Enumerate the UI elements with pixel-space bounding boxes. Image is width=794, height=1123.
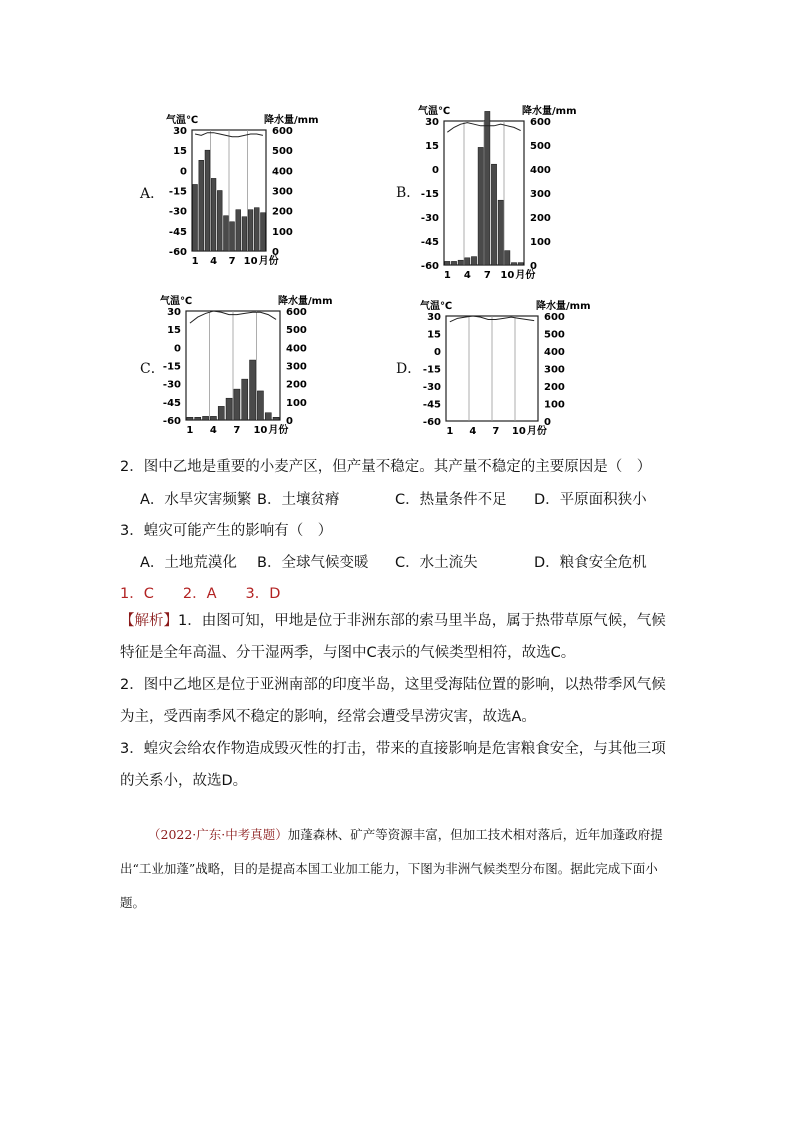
precip-bar: [451, 261, 456, 265]
precip-bar: [445, 261, 450, 265]
precip-bar: [224, 216, 229, 251]
precip-tick-label: 300: [286, 361, 307, 373]
option-d-label: D．: [396, 361, 422, 377]
temp-tick-label: 0: [432, 165, 439, 176]
precip-tick-label: 300: [272, 186, 293, 198]
precip-tick-label: 0: [286, 416, 293, 427]
precip-tick-label: 500: [544, 329, 565, 341]
precip-bar: [187, 417, 193, 420]
q2-choice-d: D．平原面积狭小: [534, 492, 647, 508]
month-tick-label: 10: [511, 426, 526, 437]
precip-tick-label: 200: [286, 379, 307, 391]
question-3-stem: 3．蝗灾可能产生的影响有（ ）: [120, 523, 333, 539]
q3-choice-c: C．水土流失: [395, 555, 478, 571]
precip-tick-label: 200: [272, 206, 293, 218]
precip-tick-label: 100: [286, 397, 307, 409]
month-tick-label: 1: [446, 426, 454, 437]
analysis-section: [120, 605, 680, 797]
month-tick-label: 4: [469, 426, 477, 437]
precip-bar: [242, 379, 248, 420]
analysis-text-1: 1．由图可知，甲地是位于非洲东部的索马里半岛，属于热带草原气候，气候特征是全年高温、分干湿两季，与图中C表示的气候类型相符，故选C。: [120, 613, 666, 661]
q2-choice-b: B．土壤贫瘠: [257, 492, 340, 508]
temp-tick-label: -15: [420, 189, 439, 200]
precip-bar: [218, 406, 224, 420]
q2-choice-a: A．水旱灾害频繁: [140, 492, 252, 508]
precip-tick-label: 600: [544, 312, 565, 323]
precip-bar: [458, 260, 463, 265]
temp-tick-label: -30: [162, 379, 181, 391]
precip-tick-label: 100: [530, 237, 551, 248]
temp-tick-label: 30: [173, 126, 187, 137]
precip-bar: [193, 184, 198, 251]
temp-axis-label: 气温℃: [418, 106, 451, 117]
month-tick-label: 4: [463, 270, 471, 281]
analysis-paragraph-2: 2．图中乙地区是位于亚洲南部的印度半岛，这里受海陆位置的影响，以热带季风气候为主，受西南季风不稳定的影响，经常会遭受旱涝灾害，故选A。: [120, 677, 666, 725]
precip-tick-label: 0: [272, 247, 279, 258]
temp-tick-label: 30: [427, 312, 441, 323]
temp-tick-label: 0: [434, 347, 441, 358]
temp-tick-label: -60: [168, 247, 187, 258]
precip-tick-label: 300: [530, 189, 551, 200]
precip-tick-label: 600: [530, 117, 551, 128]
precip-bar: [236, 210, 241, 251]
precip-bar: [248, 210, 253, 251]
month-unit-label: 月份: [258, 256, 279, 267]
next-question-intro: [120, 818, 680, 920]
question-2-stem: 2．图中乙地是重要的小麦产区，但产量不稳定。其产量不稳定的主要原因是（ ）: [120, 459, 652, 475]
temp-tick-label: -45: [422, 399, 441, 411]
precip-bar: [250, 360, 256, 420]
temp-axis-label: 气温℃: [160, 296, 193, 307]
q3-choice-b: B．全球气候变暖: [257, 555, 369, 571]
temp-tick-label: -45: [420, 237, 439, 248]
precip-bar: [478, 147, 483, 265]
precip-bar: [254, 208, 259, 251]
precip-bar: [230, 222, 235, 251]
temp-tick-label: 30: [425, 117, 439, 128]
month-tick-label: 4: [210, 256, 218, 267]
intro-text: 加蓬森林、矿产等资源丰富，但加工技术相对落后，近年加蓬政府提出“工业加蓬”战略，目的是提高本国工业加工能力，下图为非洲气候类型分布图。据此完成下面小题。: [120, 827, 663, 910]
month-tick-label: 10: [500, 270, 515, 281]
precip-bar: [265, 413, 271, 420]
precip-axis-label: 降水量/mm: [522, 106, 577, 117]
month-unit-label: 月份: [268, 425, 289, 436]
temp-tick-label: 15: [427, 329, 441, 341]
precip-bar: [217, 191, 222, 252]
precip-bar: [234, 389, 240, 420]
temp-tick-label: -15: [162, 361, 181, 373]
temp-axis-label: 气温℃: [420, 301, 453, 312]
precip-bar: [518, 263, 523, 265]
month-unit-label: 月份: [515, 270, 536, 281]
temp-tick-label: 15: [167, 325, 181, 337]
temp-tick-label: -30: [168, 206, 187, 218]
precip-bar: [199, 160, 204, 251]
precip-bar: [257, 391, 263, 420]
analysis-paragraph-1: [120, 605, 680, 669]
chart-option-a: [130, 105, 340, 279]
q3-choice-a: A．土地荒漠化: [140, 555, 237, 571]
month-tick-label: 7: [483, 270, 491, 281]
temp-tick-label: -15: [422, 364, 441, 376]
temp-tick-label: -45: [168, 226, 187, 238]
temp-tick-label: 0: [174, 343, 181, 355]
precip-tick-label: 400: [286, 343, 307, 355]
temp-tick-label: 15: [173, 146, 187, 158]
precip-bar: [210, 416, 216, 420]
month-tick-label: 7: [233, 425, 241, 436]
month-tick-label: 7: [492, 426, 500, 437]
precip-tick-label: 0: [544, 417, 551, 428]
precip-tick-label: 100: [544, 399, 565, 411]
precip-bar: [485, 111, 490, 265]
precip-axis-label: 降水量/mm: [264, 115, 319, 126]
month-tick-label: 7: [228, 256, 236, 267]
precip-bar: [226, 398, 232, 420]
precip-tick-label: 0: [530, 261, 537, 272]
answer-key: 1．C 2．A 3．D: [120, 586, 281, 602]
precip-bar: [211, 178, 216, 251]
temp-tick-label: 0: [180, 166, 187, 178]
temp-tick-label: -15: [168, 186, 187, 198]
month-tick-label: 1: [443, 270, 451, 281]
option-b-label: B．: [396, 185, 421, 201]
temp-tick-label: -30: [422, 382, 441, 393]
temp-tick-label: -60: [162, 416, 181, 427]
exam-source: （2022·广东·中考真题）: [148, 827, 288, 842]
month-tick-label: 1: [191, 256, 199, 267]
precip-tick-label: 500: [272, 146, 293, 158]
precip-tick-label: 600: [286, 307, 307, 318]
precip-tick-label: 400: [272, 166, 293, 178]
precip-bar: [511, 263, 516, 265]
temp-tick-label: -60: [420, 261, 439, 272]
month-tick-label: 1: [186, 425, 194, 436]
precip-axis-label: 降水量/mm: [536, 301, 591, 312]
precip-bar: [205, 150, 210, 251]
precip-tick-label: 100: [272, 226, 293, 238]
analysis-paragraph-3: 3．蝗灾会给农作物造成毁灭性的打击，带来的直接影响是危害粮食安全，与其他三项的关系小，故选D。: [120, 741, 666, 789]
precip-bar: [505, 251, 510, 265]
precip-bar: [273, 417, 279, 420]
month-tick-label: 4: [209, 425, 217, 436]
option-c-label: C．: [140, 361, 165, 377]
q2-choice-c: C．热量条件不足: [395, 492, 507, 508]
precip-tick-label: 200: [530, 213, 551, 224]
option-a-label: A．: [140, 186, 165, 202]
q3-choice-d: D．粮食安全危机: [534, 555, 647, 571]
chart-option-d: [388, 296, 598, 445]
temp-tick-label: 15: [425, 141, 439, 152]
precip-tick-label: 400: [544, 347, 565, 358]
precip-axis-label: 降水量/mm: [278, 296, 333, 307]
temp-tick-label: -45: [162, 397, 181, 409]
precip-tick-label: 200: [544, 382, 565, 393]
precip-bar: [195, 417, 201, 420]
temp-axis-label: 气温℃: [166, 115, 199, 126]
precip-tick-label: 400: [530, 165, 551, 176]
precip-tick-label: 500: [286, 325, 307, 337]
month-tick-label: 10: [253, 425, 268, 436]
analysis-tag: 【解析】: [120, 613, 178, 629]
month-unit-label: 月份: [526, 426, 547, 437]
precip-bar: [498, 200, 503, 265]
precip-bar: [242, 217, 247, 251]
temp-tick-label: -60: [422, 417, 441, 428]
chart-option-b: [388, 100, 598, 289]
temp-tick-label: 30: [167, 307, 181, 318]
precip-bar: [203, 416, 209, 420]
temp-tick-label: -30: [420, 213, 439, 224]
precip-bar: [491, 164, 496, 265]
precip-tick-label: 600: [272, 126, 293, 137]
precip-bar: [465, 258, 470, 265]
month-tick-label: 10: [243, 256, 258, 267]
precip-bar: [471, 257, 476, 265]
chart-option-c: [130, 290, 340, 444]
precip-tick-label: 500: [530, 141, 551, 152]
precip-bar: [261, 213, 266, 251]
precip-tick-label: 300: [544, 364, 565, 376]
